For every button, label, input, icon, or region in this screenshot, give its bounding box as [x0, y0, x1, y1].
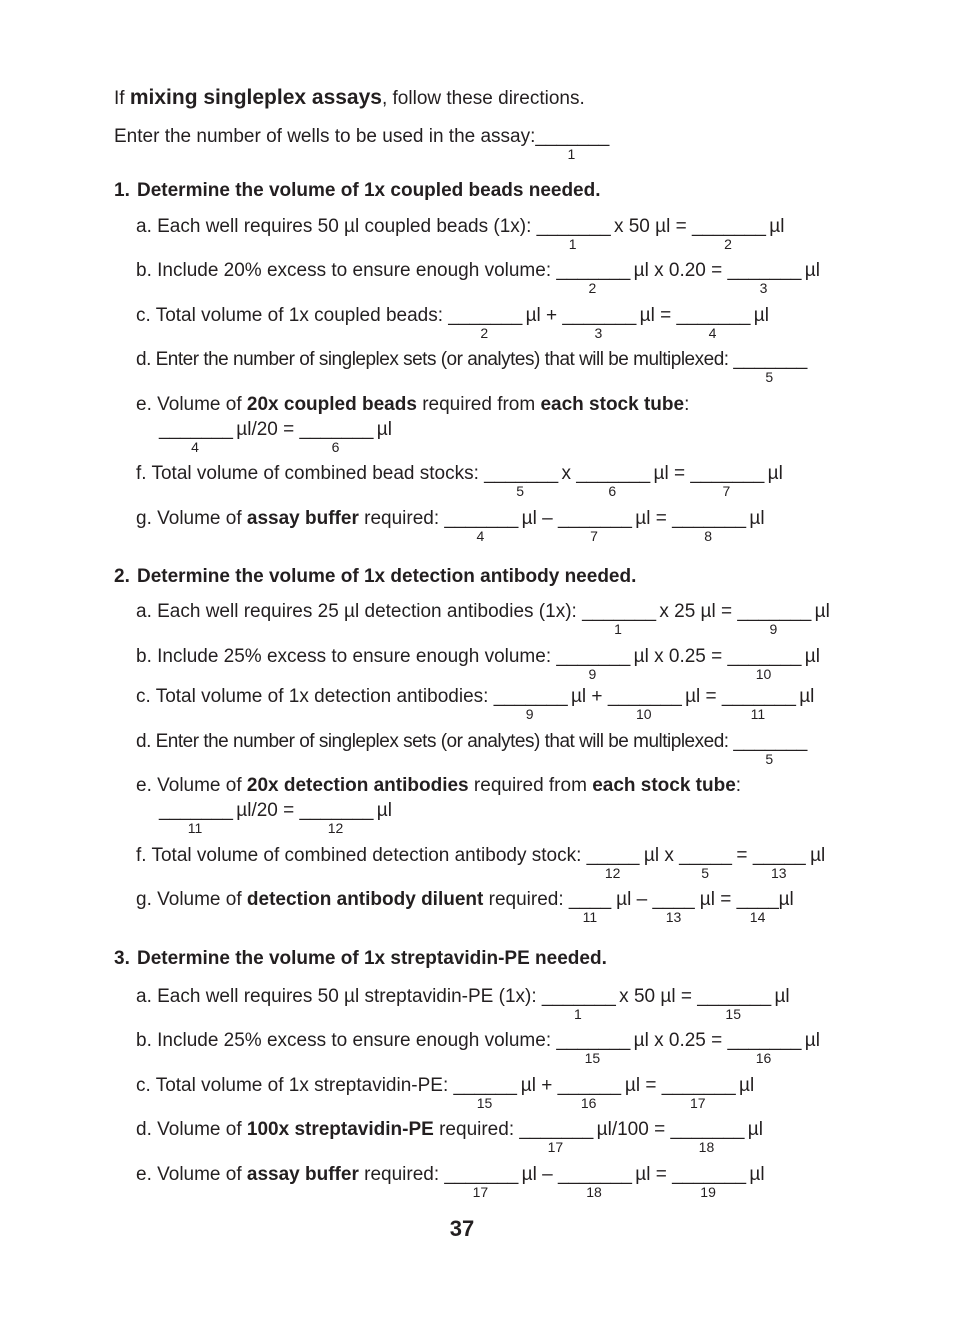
line-text: µl: [371, 419, 392, 440]
line-text: g. Volume of: [136, 889, 247, 910]
section-number: 1.: [114, 180, 130, 201]
blank-number: 10: [636, 706, 652, 722]
calc-line: [136, 349, 808, 385]
blank-number: 9: [769, 621, 778, 637]
answer-blank[interactable]: _______ 5: [484, 463, 559, 499]
answer-blank[interactable]: _______ 17: [661, 1075, 736, 1111]
line-text: µl =: [648, 463, 691, 484]
answer-blank[interactable]: _______ 2: [448, 305, 523, 341]
answer-blank[interactable]: _______ 10: [607, 686, 682, 722]
calc-line: [136, 686, 815, 722]
line-text: µl –: [516, 1164, 558, 1185]
blank-number: 2: [588, 280, 597, 296]
intro-bold: mixing singleplex assays: [129, 86, 382, 109]
answer-blank[interactable]: _____ 5: [679, 845, 732, 881]
line-text: e. Volume of: [136, 394, 247, 415]
blank-number: 6: [331, 439, 340, 455]
calc-line: [136, 1164, 765, 1200]
page-number: 37: [449, 1216, 475, 1241]
answer-blank[interactable]: _______ 1: [535, 126, 610, 162]
calc-line: [136, 986, 790, 1022]
answer-blank[interactable]: _______ 12: [299, 800, 374, 836]
answer-blank[interactable]: ______ 15: [453, 1075, 517, 1111]
calc-line: [136, 845, 826, 881]
section-title: Determine the volume of 1x streptavidin-PE needed.: [137, 948, 607, 969]
calc-line: [136, 508, 765, 544]
line-text: b. Include 20% excess to ensure enough volume:: [136, 260, 557, 281]
line-text: =: [731, 845, 753, 866]
bold-text: 100x streptavidin-PE: [246, 1119, 434, 1140]
answer-blank[interactable]: _______ 4: [676, 305, 751, 341]
answer-blank[interactable]: _______ 4: [159, 419, 233, 455]
line-text: e. Volume of: [136, 1164, 247, 1185]
answer-blank[interactable]: _______ 11: [721, 686, 796, 722]
section-title: Determine the volume of 1x coupled beads needed.: [137, 180, 601, 201]
line-text: x 50 µl =: [608, 216, 692, 237]
answer-blank[interactable]: _______ 3: [727, 260, 802, 296]
blank-number: 11: [582, 909, 598, 925]
line-text: f. Total volume of combined detection antibody stock:: [136, 845, 587, 866]
line-text: :: [684, 394, 690, 415]
section-heading: [114, 566, 636, 588]
line-text: µl =: [694, 889, 737, 910]
answer-blank[interactable]: _______ 5: [733, 349, 808, 385]
calc-line: [136, 394, 689, 416]
line-text: µl: [371, 800, 392, 821]
answer-blank[interactable]: _______ 9: [556, 646, 631, 682]
line-text: µl/20 =: [231, 800, 300, 821]
line-text: µl +: [515, 1075, 558, 1096]
section-title: Determine the volume of 1x detection antibody needed.: [137, 566, 637, 587]
answer-blank[interactable]: _______ 7: [690, 463, 765, 499]
intro-prefix: If: [114, 88, 130, 109]
line-text: µl: [809, 601, 830, 622]
bold-text: 20x coupled beads: [246, 394, 417, 415]
answer-blank[interactable]: _____ 12: [586, 845, 640, 881]
blank-number: 1: [568, 236, 577, 252]
answer-blank[interactable]: _______ 17: [519, 1119, 594, 1155]
answer-blank[interactable]: _______ 6: [576, 463, 651, 499]
line-text: µl: [748, 305, 769, 326]
answer-blank[interactable]: _______ 1: [541, 986, 616, 1022]
calc-line: [136, 1075, 755, 1111]
calc-line: [136, 731, 808, 767]
line-text: e. Volume of: [136, 775, 247, 796]
section-heading: [114, 180, 601, 202]
intro-suffix: , follow these directions.: [381, 88, 585, 109]
blank-number: 11: [750, 706, 766, 722]
calc-line: [136, 260, 820, 296]
bold-text: assay buffer: [246, 1164, 359, 1185]
line-text: x 25 µl =: [654, 601, 738, 622]
blank-number: 5: [765, 751, 774, 767]
line-text: µl: [793, 686, 815, 707]
blank-number: 12: [327, 820, 344, 836]
line-text: µl x 0.25 =: [628, 1030, 728, 1051]
blank-number: 15: [476, 1095, 493, 1111]
blank-number: 17: [689, 1095, 706, 1111]
line-text: µl +: [565, 686, 608, 707]
line-text: µl x: [638, 845, 680, 866]
line-text: c. Total volume of 1x detection antibodies:: [136, 686, 494, 707]
blank-number: 2: [480, 325, 489, 341]
answer-blank[interactable]: _______ 9: [493, 686, 568, 722]
answer-blank[interactable]: _______ 15: [556, 1030, 631, 1066]
line-text: µl =: [629, 1164, 673, 1185]
answer-blank[interactable]: _______ 7: [557, 508, 632, 544]
blank-number: 7: [590, 528, 598, 544]
answer-blank[interactable]: _______ 2: [691, 216, 766, 252]
line-text: µl: [763, 216, 785, 237]
blank-number: 11: [187, 820, 203, 836]
line-text: a. Each well requires 50 µl streptavidin-PE (1x):: [136, 986, 542, 1007]
bold-text: assay buffer: [246, 508, 359, 529]
answer-blank[interactable]: ______ 16: [557, 1075, 622, 1111]
line-text: c. Total volume of 1x streptavidin-PE:: [136, 1075, 454, 1096]
answer-blank[interactable]: _______ 10: [727, 646, 802, 682]
calc-line: [159, 800, 392, 836]
line-text: µl/100 =: [591, 1119, 671, 1140]
blank-number: 17: [472, 1184, 489, 1200]
blank-number: 14: [749, 909, 766, 925]
line-text: d. Enter the number of singleplex sets (or analytes) that will be multiplexed:: [136, 731, 734, 752]
blank-number: 9: [525, 706, 534, 722]
answer-blank[interactable]: _____ 13: [752, 845, 806, 881]
line-text: required:: [483, 889, 569, 910]
answer-blank[interactable]: _______ 5: [733, 731, 808, 767]
blank-number: 2: [724, 236, 732, 252]
answer-blank[interactable]: _______ 3: [562, 305, 637, 341]
section-number: 2.: [114, 566, 130, 587]
calc-line: [136, 216, 785, 252]
line-text: x: [556, 463, 577, 484]
line-text: µl: [778, 889, 794, 910]
line-text: µl x 0.25 =: [628, 646, 728, 667]
answer-blank[interactable]: _______ 15: [697, 986, 772, 1022]
answer-blank[interactable]: _______ 8: [672, 508, 747, 544]
line-text: f. Total volume of combined bead stocks:: [136, 463, 485, 484]
calc-line: [136, 463, 783, 499]
line-text: required:: [358, 508, 445, 529]
answer-blank[interactable]: _______ 4: [444, 508, 519, 544]
calc-line: [136, 1119, 763, 1155]
line-text: µl –: [516, 508, 558, 529]
line-text: µl =: [629, 508, 673, 529]
blank-number: 1: [574, 1006, 582, 1022]
blank-number: 19: [700, 1184, 716, 1200]
answer-blank[interactable]: ____ 13: [652, 889, 695, 925]
blank-number: 13: [771, 865, 787, 881]
line-text: µl: [733, 1075, 755, 1096]
line-text: µl +: [520, 305, 563, 326]
blank-number: 18: [698, 1139, 715, 1155]
section-heading: [114, 948, 607, 970]
section-number: 3.: [114, 948, 130, 969]
blank-number: 10: [755, 666, 772, 682]
bold-text: each stock tube: [592, 775, 736, 796]
blank-number: 5: [516, 483, 525, 499]
line-text: µl: [769, 986, 790, 1007]
line-text: µl =: [679, 686, 722, 707]
blank-number: 12: [604, 865, 621, 881]
line-text: µl: [799, 1030, 820, 1051]
blank-number: 5: [765, 369, 774, 385]
line-text: required from: [468, 775, 593, 796]
calc-line: [136, 1030, 820, 1066]
line-text: d. Volume of: [136, 1119, 247, 1140]
line-text: µl: [744, 1164, 765, 1185]
blank-number: 5: [701, 865, 710, 881]
bold-text: detection antibody diluent: [246, 889, 484, 910]
blank-number: 1: [614, 621, 622, 637]
answer-blank[interactable]: _______ 1: [536, 216, 611, 252]
line-text: µl x 0.20 =: [628, 260, 728, 281]
line-text: x 50 µl =: [613, 986, 698, 1007]
blank-number: 15: [584, 1050, 601, 1066]
bold-text: 20x detection antibodies: [246, 775, 469, 796]
line-text: c. Total volume of 1x coupled beads:: [136, 305, 449, 326]
blank-number: 3: [759, 280, 768, 296]
calc-line: [136, 646, 820, 682]
blank-number: 16: [755, 1050, 772, 1066]
line-text: required from: [416, 394, 541, 415]
blank-number: 13: [665, 909, 682, 925]
line-text: a. Each well requires 25 µl detection antibodies (1x):: [136, 601, 583, 622]
blank-number: 17: [547, 1139, 564, 1155]
blank-number: 3: [594, 325, 603, 341]
line-text: µl –: [610, 889, 653, 910]
line-text: d. Enter the number of singleplex sets (or analytes) that will be multiplexed:: [136, 349, 734, 370]
line-text: µl: [799, 646, 820, 667]
wells-prompt: Enter the number of wells to be used in the assay:: [114, 126, 536, 147]
answer-blank[interactable]: _______ 19: [672, 1164, 747, 1200]
line-text: b. Include 25% excess to ensure enough volume:: [136, 1030, 557, 1051]
line-text: µl: [799, 260, 820, 281]
blank-number: 6: [608, 483, 617, 499]
intro-line: [114, 87, 585, 110]
calc-line: [136, 775, 741, 797]
answer-blank[interactable]: _______ 2: [556, 260, 631, 296]
blank-number: 18: [586, 1184, 602, 1200]
calc-line: [136, 889, 794, 925]
calc-line: [136, 305, 769, 341]
line-text: µl: [742, 1119, 763, 1140]
answer-blank[interactable]: _______ 9: [737, 601, 812, 637]
line-text: required:: [433, 1119, 520, 1140]
answer-blank[interactable]: _______ 18: [670, 1119, 745, 1155]
blank-number: 4: [708, 325, 717, 341]
answer-blank[interactable]: ____ 14: [736, 889, 779, 925]
line-text: b. Include 25% excess to ensure enough volume:: [136, 646, 557, 667]
blank-number: 1: [567, 146, 576, 162]
calc-line: [159, 419, 392, 455]
bold-text: each stock tube: [540, 394, 685, 415]
blank-number: 16: [580, 1095, 597, 1111]
answer-blank[interactable]: _______ 17: [444, 1164, 519, 1200]
answer-blank[interactable]: ____ 11: [568, 889, 612, 925]
answer-blank[interactable]: _______ 18: [557, 1164, 632, 1200]
blank-number: 15: [725, 1006, 741, 1022]
blank-number: 9: [588, 666, 597, 682]
line-text: required:: [358, 1164, 445, 1185]
answer-blank[interactable]: _______ 1: [582, 601, 657, 637]
blank-number: 8: [704, 528, 712, 544]
line-text: µl/20 =: [231, 419, 300, 440]
line-text: µl: [744, 508, 765, 529]
blank-number: 4: [191, 439, 199, 455]
line-text: µl =: [634, 305, 677, 326]
answer-blank[interactable]: _______ 6: [299, 419, 374, 455]
line-text: a. Each well requires 50 µl coupled beads (1x):: [136, 216, 537, 237]
line-text: µl: [804, 845, 826, 866]
wells-prompt-line: [114, 126, 610, 162]
calc-line: [136, 601, 830, 637]
answer-blank[interactable]: _______ 16: [727, 1030, 802, 1066]
line-text: g. Volume of: [136, 508, 247, 529]
answer-blank[interactable]: _______ 11: [159, 800, 233, 836]
line-text: :: [735, 775, 742, 796]
line-text: µl =: [619, 1075, 662, 1096]
blank-number: 4: [476, 528, 485, 544]
line-text: µl: [762, 463, 783, 484]
blank-number: 7: [722, 483, 731, 499]
